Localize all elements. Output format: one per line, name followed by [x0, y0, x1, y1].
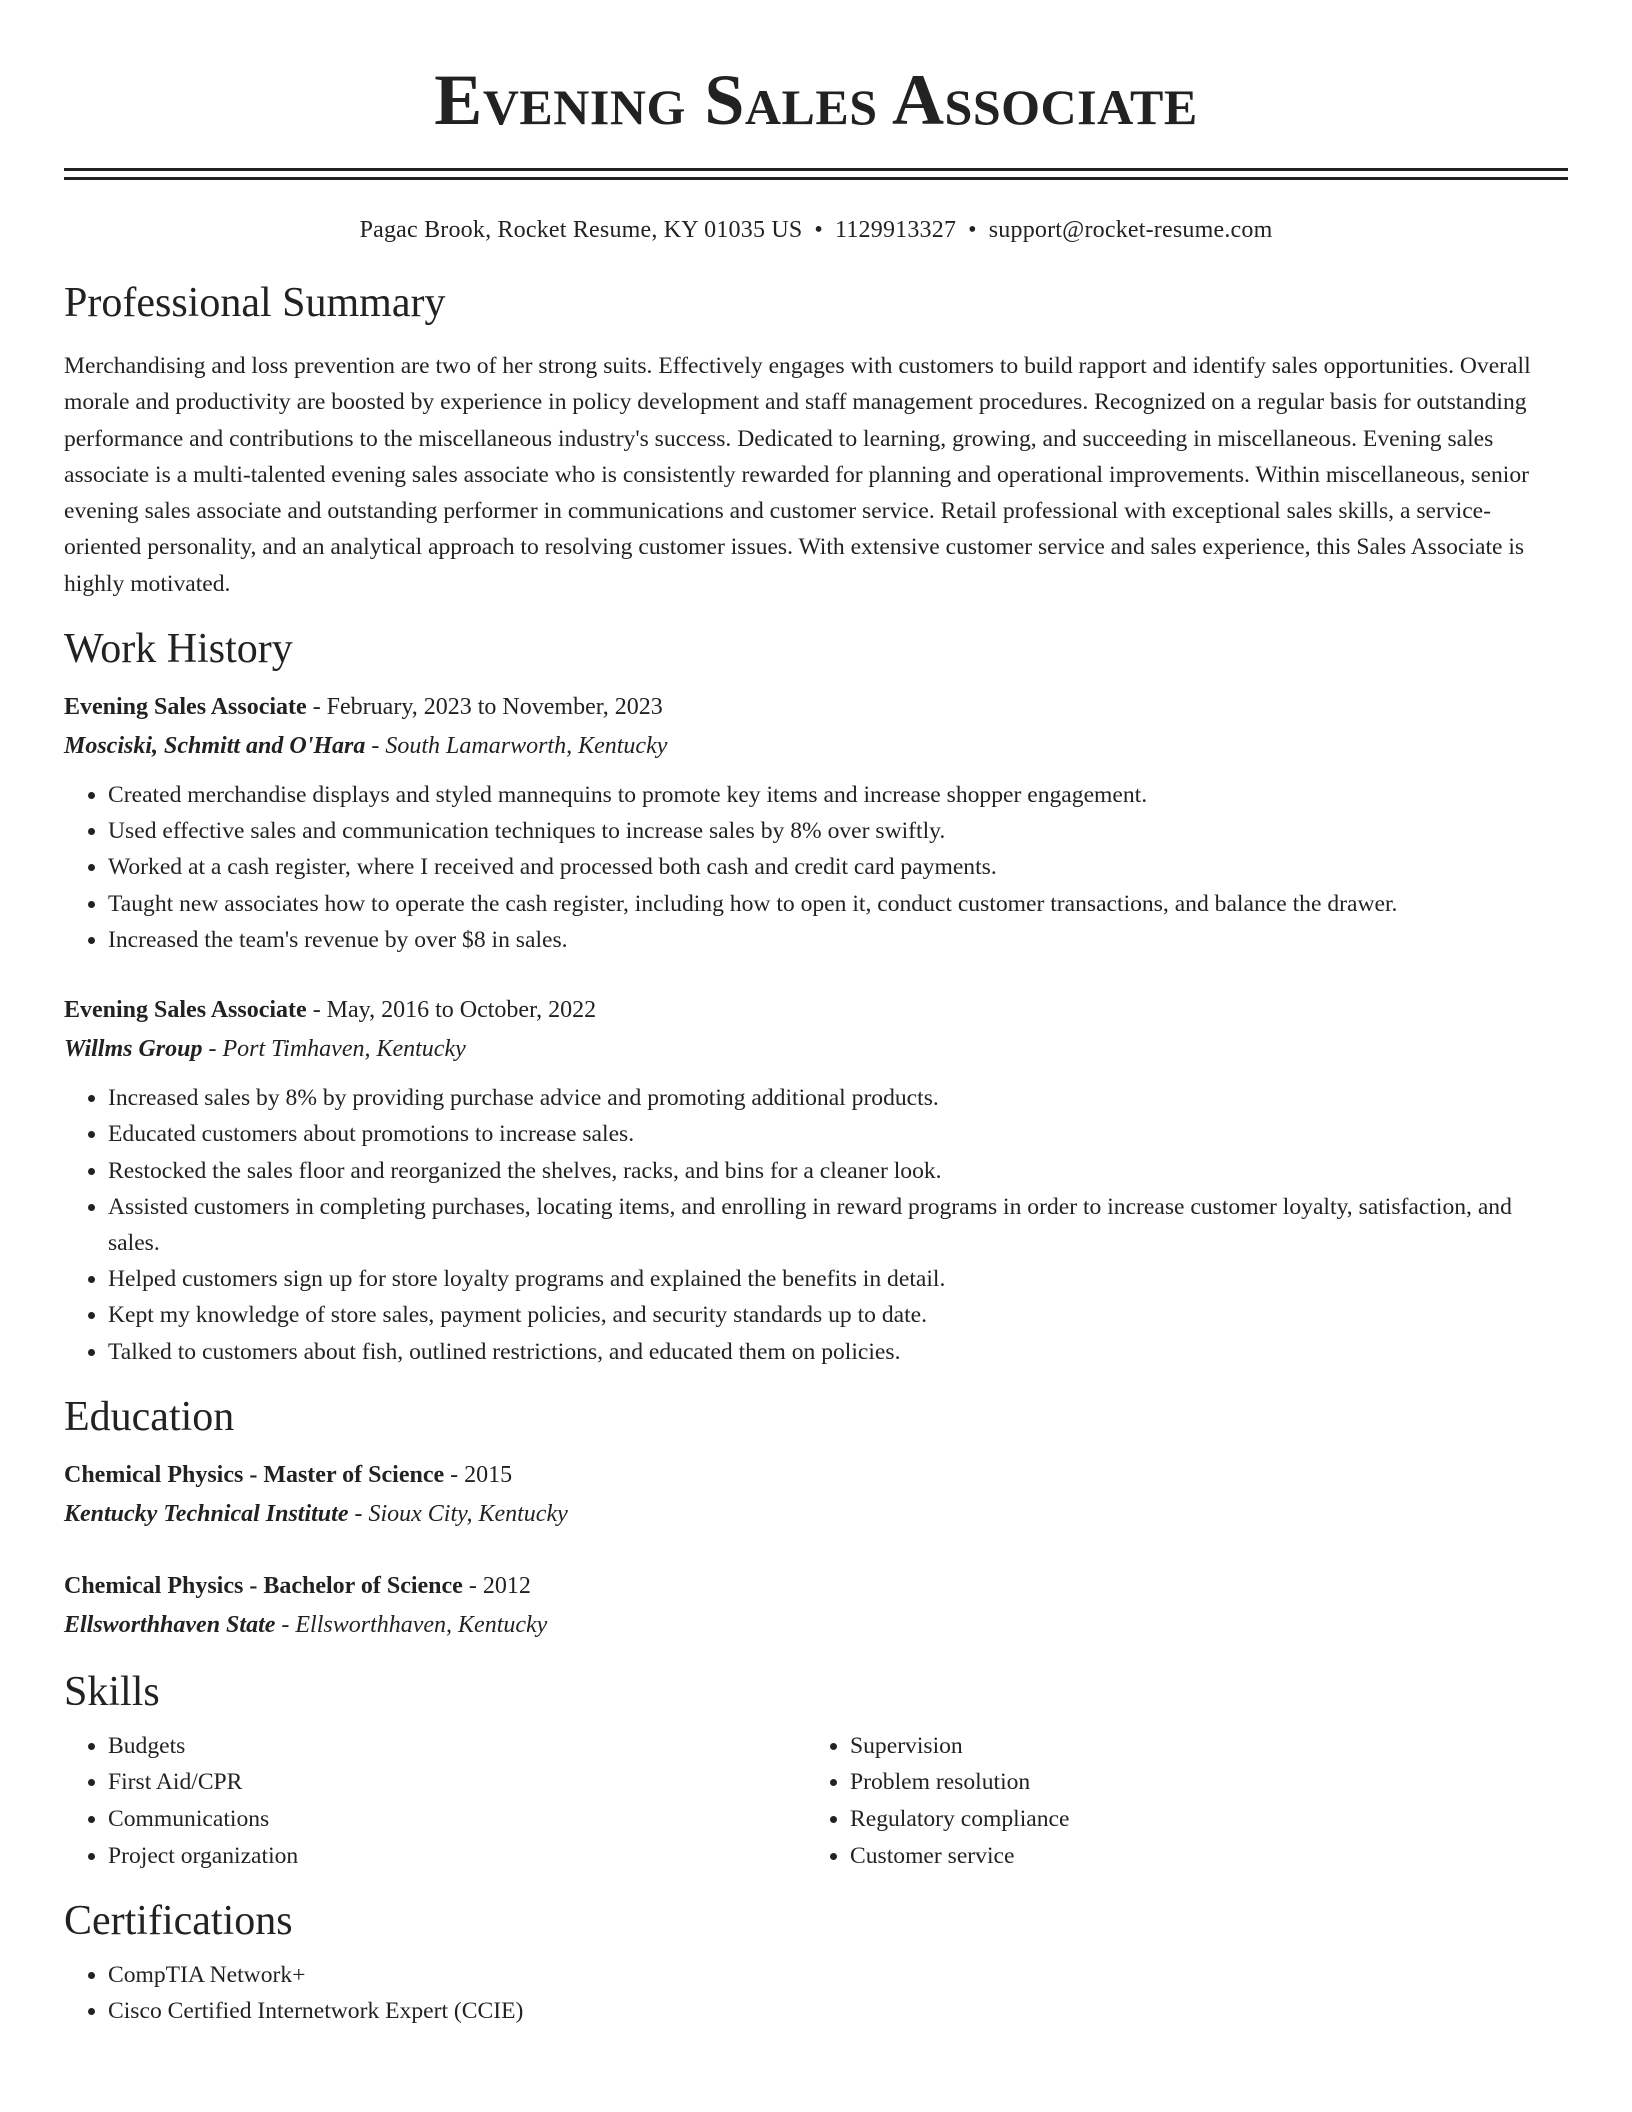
skill-item: • Supervision — [850, 1728, 1548, 1765]
resume-name: Evening Sales Associate — [434, 60, 1198, 140]
job-bullet: • Restocked the sales floor and reorganized the shelves, racks, and bins for a cleaner look. — [108, 1153, 1568, 1189]
certifications-section — [64, 1896, 1568, 2029]
contact-phone: 1129913327 — [835, 217, 957, 243]
job-location: - South Lamarworth, Kentucky — [365, 733, 668, 760]
education-entry — [64, 1567, 1568, 1645]
job-bullet: • Taught new associates how to operate the cash register, including how to open it, conduct customer transactions, and balance the drawer. — [108, 886, 1568, 922]
education-school-line — [64, 1495, 1568, 1534]
skill-item: • Regulatory compliance — [850, 1801, 1548, 1838]
job-company: Mosciski, Schmitt and O'Hara — [64, 733, 366, 760]
job-bullet: • Used effective sales and communication techniques to increase sales by 8% over swiftly. — [108, 813, 1568, 849]
skill-item: • Budgets — [108, 1728, 806, 1765]
contact-email: support@rocket-resume.com — [988, 217, 1273, 243]
education-degree: Chemical Physics - Bachelor of Science — [64, 1572, 463, 1599]
job-role: Evening Sales Associate — [64, 997, 307, 1024]
contact-separator: • — [814, 217, 824, 243]
job-location: - Port Timhaven, Kentucky — [202, 1036, 466, 1063]
education-year: - 2012 — [462, 1572, 531, 1599]
contact-separator: • — [968, 217, 977, 243]
section-title-summary: Professional Summary — [64, 280, 446, 326]
education-header — [64, 1567, 1568, 1606]
work-history-section — [64, 624, 1568, 1370]
education-degree: Chemical Physics - Master of Science — [64, 1461, 445, 1488]
section-title-skills: Skills — [64, 1668, 160, 1715]
job-header — [64, 991, 1568, 1030]
skills-list — [806, 1728, 1548, 1874]
job-bullet: • Educated customers about promotions to increase sales. — [108, 1116, 1568, 1152]
section-title-work-history: Work History — [64, 626, 293, 673]
section-title-education: Education — [64, 1393, 235, 1440]
education-entry — [64, 1456, 1568, 1534]
skills-list — [64, 1728, 806, 1874]
summary-section — [64, 278, 1568, 602]
skill-item: • First Aid/CPR — [108, 1764, 806, 1801]
job-entry — [64, 688, 1568, 958]
job-bullet: • Worked at a cash register, where I received and processed both cash and credit card payments. — [108, 849, 1568, 885]
job-bullet: • Increased the team's revenue by over $8 in sales. — [108, 922, 1568, 958]
job-bullet: • Helped customers sign up for store loyalty programs and explained the benefits in detail. — [108, 1261, 1568, 1297]
job-header — [64, 688, 1568, 727]
job-company-line — [64, 1030, 1568, 1069]
job-dates: - February, 2023 to November, 2023 — [306, 694, 663, 721]
job-company: Willms Group — [64, 1036, 203, 1063]
job-bullet: • Created merchandise displays and styled mannequins to promote key items and increase shopper engagement. — [108, 777, 1568, 813]
job-company-line — [64, 727, 1568, 766]
job-bullet: • Increased sales by 8% by providing purchase advice and promoting additional products. — [108, 1080, 1568, 1116]
certification-item: • CompTIA Network+ — [108, 1957, 1568, 1993]
education-location: - Ellsworthhaven, Kentucky — [275, 1611, 548, 1638]
job-role: Evening Sales Associate — [64, 694, 307, 721]
job-bullets — [64, 1080, 1568, 1370]
education-school-line — [64, 1606, 1568, 1645]
skill-item: • Problem resolution — [850, 1764, 1548, 1801]
contact-line — [64, 214, 1568, 246]
section-title-certifications: Certifications — [64, 1898, 293, 1945]
education-location: - Sioux City, Kentucky — [348, 1500, 568, 1527]
job-bullet: • Assisted customers in completing purchases, locating items, and enrolling in reward programs in order to increase customer loyalty, satisfaction, and sales. — [108, 1189, 1568, 1261]
certifications-list — [64, 1957, 1568, 2029]
header-divider — [64, 168, 1568, 180]
skill-item: • Project organization — [108, 1838, 806, 1875]
skills-section — [64, 1667, 1568, 1874]
job-bullets — [64, 777, 1568, 958]
job-bullet: • Talked to customers about fish, outlined restrictions, and educated them on policies. — [108, 1334, 1568, 1370]
job-entry — [64, 991, 1568, 1370]
skill-item: • Communications — [108, 1801, 806, 1838]
skills-column-right — [806, 1728, 1548, 1874]
job-bullet: • Kept my knowledge of store sales, payment policies, and security standards up to date. — [108, 1297, 1568, 1333]
job-dates: - May, 2016 to October, 2022 — [306, 997, 597, 1024]
skill-item: • Customer service — [850, 1838, 1548, 1875]
education-school: Ellsworthhaven State — [64, 1611, 276, 1638]
education-section — [64, 1392, 1568, 1645]
skills-grid — [64, 1728, 1568, 1874]
certification-item: • Cisco Certified Internetwork Expert (CCIE) — [108, 1993, 1568, 2029]
education-year: - 2015 — [444, 1461, 513, 1488]
summary-text: Merchandising and loss prevention are two of her strong suits. Effectively engages with customers to build rapport and identify sales opportunities. Overall morale and productivity are boosted by experience in policy development and staff management procedures. Recognized on a regular basis for outstanding performance and contributions to the miscellaneous industry's success. Dedicated to learning, growing, and succeeding in miscellaneous. Evening sales associate is a multi-talented evening sales associate who is consistently rewarded for planning and operational improvements. Within miscellaneous, senior evening sales associate and outstanding performer in communications and customer service. Retail professional with exceptional sales skills, a service-oriented personality, and an analytical approach to resolving customer issues. With extensive customer service and sales experience, this Sales Associate is highly motivated. — [64, 353, 1531, 597]
education-header — [64, 1456, 1568, 1495]
education-school: Kentucky Technical Institute — [64, 1500, 349, 1527]
contact-address: Pagac Brook, Rocket Resume, KY 01035 US — [359, 217, 803, 243]
skills-column-left — [64, 1728, 806, 1874]
